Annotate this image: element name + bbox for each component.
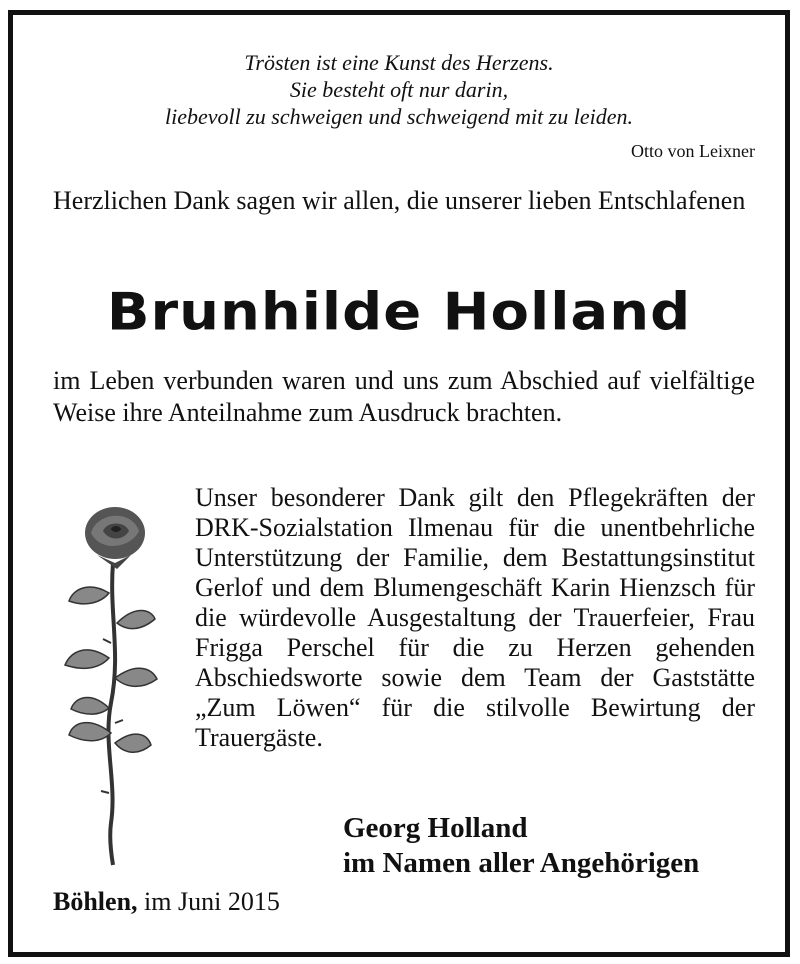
special-thanks: Unser besonderer Dank gilt den Pflegekräften der DRK-Sozialstation Ilmenau für die unentbehrliche Unterstützung der Familie, dem Bestattungsinstitut Gerlof und dem Blumengeschäft Karin Hienzsch für die würdevolle Ausgestaltung der Trauerfeier, Frau Frigga Perschel für die zu Herzen gehenden Abschiedsworte sowie dem Team der Gaststätte „Zum Löwen“ für die stilvolle Bewirtung der Trauergäste. [195, 483, 755, 752]
quote-line-2: Sie besteht oft nur darin, [289, 77, 509, 102]
signature-name: Georg Holland [343, 812, 528, 844]
notice-content [13, 15, 785, 952]
body-text: im Leben verbunden waren und uns zum Abschied auf vielfältige Weise ihre Anteilnahme zum Ausdruck brachten. [53, 366, 755, 427]
notice-frame [8, 10, 790, 957]
signature [343, 811, 699, 881]
quote-line-3: liebevoll zu schweigen und schweigend mit zu leiden. [164, 104, 633, 129]
intro-text: Herzlichen Dank sagen wir allen, die unserer lieben Entschlafenen [53, 186, 746, 215]
quote-author: Otto von Leixner [631, 141, 755, 161]
place-town: Böhlen, [53, 887, 138, 916]
signature-subtitle: im Namen aller Angehörigen [343, 847, 700, 879]
quote-line-1: Trösten ist eine Kunst des Herzens. [244, 50, 554, 75]
rose-icon [51, 493, 171, 873]
place-date [53, 887, 280, 917]
quote [13, 49, 785, 130]
deceased-name: Brunhilde Holland [106, 282, 692, 343]
place-date-text: im Juni 2015 [144, 887, 280, 916]
